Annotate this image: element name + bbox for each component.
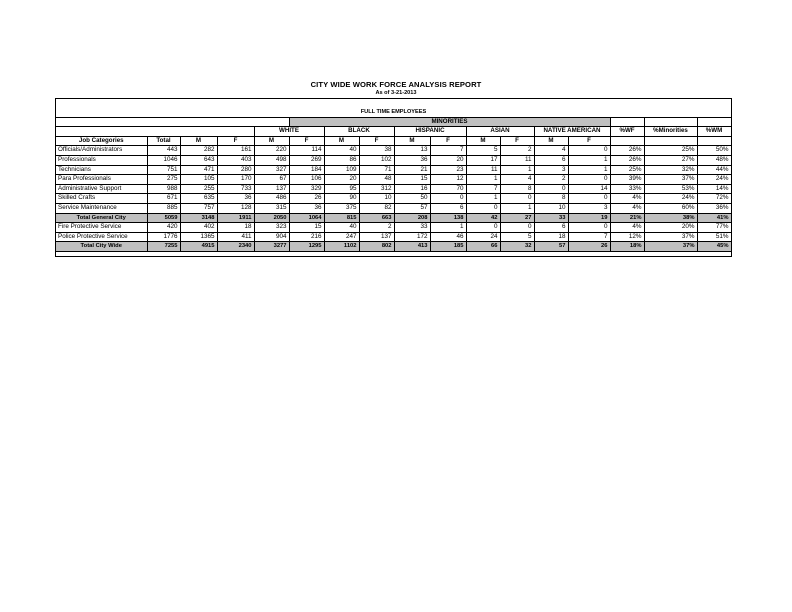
job-category: Fire Protective Service <box>56 223 147 233</box>
black-female-value: 10 <box>359 194 394 204</box>
pct-wf-value: 18% <box>610 242 644 252</box>
white-female-value: 26 <box>289 194 324 204</box>
white-female-value: 15 <box>289 223 324 233</box>
hispanic-female-value: 46 <box>430 232 466 242</box>
asian-male-value: 11 <box>466 165 500 175</box>
pct-minorities-value: 37% <box>644 242 697 252</box>
native-american-male-value: 8 <box>534 194 568 204</box>
pct-minorities-value: 25% <box>644 146 697 156</box>
native-american-female-value: 14 <box>568 184 610 194</box>
black-male-value: 109 <box>324 165 359 175</box>
asian-male-value: 1 <box>466 194 500 204</box>
female-value: 36 <box>217 194 254 204</box>
native-american-male-value: 3 <box>534 165 568 175</box>
hispanic-male-value: 33 <box>394 223 430 233</box>
table-row <box>56 155 731 165</box>
native-american-male-value: 4 <box>534 146 568 156</box>
total-value: 443 <box>147 146 180 156</box>
hispanic-female-value: 185 <box>430 242 466 252</box>
black-male-value: 375 <box>324 203 359 213</box>
black-male-value: 40 <box>324 223 359 233</box>
total-value: 885 <box>147 203 180 213</box>
white-male-value: 137 <box>254 184 289 194</box>
black-male-value: 95 <box>324 184 359 194</box>
male-value: 402 <box>180 223 217 233</box>
pct-wm-value: 77% <box>697 223 731 233</box>
blank-header <box>610 117 644 127</box>
hispanic-female-value: 6 <box>430 203 466 213</box>
hispanic-male-value: 172 <box>394 232 430 242</box>
m-header: M <box>324 136 359 146</box>
pct-wm-value: 72% <box>697 194 731 204</box>
asian-female-value: 1 <box>500 165 534 175</box>
pct-wf-value: 39% <box>610 175 644 185</box>
white-male-value: 486 <box>254 194 289 204</box>
white-female-value: 36 <box>289 203 324 213</box>
asian-male-value: 7 <box>466 184 500 194</box>
black-female-value: 48 <box>359 175 394 185</box>
male-value: 3148 <box>180 213 217 223</box>
f-header: F <box>289 136 324 146</box>
pct-wf-value: 21% <box>610 213 644 223</box>
asian-female-value: 0 <box>500 223 534 233</box>
pct-minorities-value: 32% <box>644 165 697 175</box>
female-value: 411 <box>217 232 254 242</box>
black-female-value: 102 <box>359 155 394 165</box>
job-category: Total City Wide <box>56 242 147 252</box>
pct-minorities-value: 37% <box>644 232 697 242</box>
native-american-female-value: 0 <box>568 146 610 156</box>
total-value: 275 <box>147 175 180 185</box>
asian-female-value: 27 <box>500 213 534 223</box>
male-value: 471 <box>180 165 217 175</box>
total-value: 671 <box>147 194 180 204</box>
white-male-value: 67 <box>254 175 289 185</box>
hispanic-female-value: 23 <box>430 165 466 175</box>
hispanic-header: HISPANIC <box>394 127 466 137</box>
white-female-value: 184 <box>289 165 324 175</box>
pct-wf-value: 25% <box>610 165 644 175</box>
table-row <box>56 242 731 252</box>
asian-header: ASIAN <box>466 127 534 137</box>
pct-wm-value: 51% <box>697 232 731 242</box>
total-header: Total <box>147 136 180 146</box>
hispanic-male-value: 36 <box>394 155 430 165</box>
pct-wm-value: 36% <box>697 203 731 213</box>
black-male-value: 20 <box>324 175 359 185</box>
pct-minorities-value: 53% <box>644 184 697 194</box>
female-value: 280 <box>217 165 254 175</box>
pct-wf-value: 26% <box>610 155 644 165</box>
pct-minorities-value: 60% <box>644 203 697 213</box>
pct-minorities-value: 27% <box>644 155 697 165</box>
asian-male-value: 1 <box>466 175 500 185</box>
blank-header <box>610 136 644 146</box>
white-female-value: 269 <box>289 155 324 165</box>
female-value: 403 <box>217 155 254 165</box>
hispanic-female-value: 7 <box>430 146 466 156</box>
asian-female-value: 8 <box>500 184 534 194</box>
white-female-value: 114 <box>289 146 324 156</box>
total-value: 1776 <box>147 232 180 242</box>
black-male-value: 1102 <box>324 242 359 252</box>
white-male-value: 3277 <box>254 242 289 252</box>
blank-header <box>56 117 289 127</box>
native-american-male-value: 6 <box>534 223 568 233</box>
asian-female-value: 4 <box>500 175 534 185</box>
white-male-value: 315 <box>254 203 289 213</box>
table-row <box>56 184 731 194</box>
pct-wf-value: 4% <box>610 223 644 233</box>
pct-wm-value: 24% <box>697 175 731 185</box>
native-american-male-value: 10 <box>534 203 568 213</box>
hispanic-female-value: 12 <box>430 175 466 185</box>
hispanic-male-value: 57 <box>394 203 430 213</box>
asian-male-value: 42 <box>466 213 500 223</box>
female-value: 733 <box>217 184 254 194</box>
f-header: F <box>359 136 394 146</box>
native-american-female-value: 0 <box>568 175 610 185</box>
total-value: 988 <box>147 184 180 194</box>
f-header: F <box>568 136 610 146</box>
black-male-value: 86 <box>324 155 359 165</box>
pct-wf-header: %WF <box>610 127 644 137</box>
black-female-value: 71 <box>359 165 394 175</box>
table-row <box>56 203 731 213</box>
job-category: Technicians <box>56 165 147 175</box>
blank-header <box>697 136 731 146</box>
male-value: 105 <box>180 175 217 185</box>
table-row <box>56 232 731 242</box>
blank-header <box>644 117 697 127</box>
m-header: M <box>394 136 430 146</box>
white-male-value: 327 <box>254 165 289 175</box>
hispanic-male-value: 21 <box>394 165 430 175</box>
native-american-female-value: 19 <box>568 213 610 223</box>
white-male-value: 220 <box>254 146 289 156</box>
native-american-female-value: 1 <box>568 155 610 165</box>
hispanic-male-value: 50 <box>394 194 430 204</box>
native-american-female-value: 0 <box>568 194 610 204</box>
pct-minorities-value: 38% <box>644 213 697 223</box>
black-male-value: 247 <box>324 232 359 242</box>
f-header: F <box>500 136 534 146</box>
minorities-header: MINORITIES <box>289 117 610 127</box>
table-row <box>56 194 731 204</box>
table-row <box>56 175 731 185</box>
pct-wf-value: 33% <box>610 184 644 194</box>
native-american-female-value: 7 <box>568 232 610 242</box>
black-header: BLACK <box>324 127 394 137</box>
table-row <box>56 223 731 233</box>
asian-male-value: 0 <box>466 223 500 233</box>
asian-male-value: 5 <box>466 146 500 156</box>
female-value: 18 <box>217 223 254 233</box>
workforce-table <box>56 108 732 252</box>
black-female-value: 802 <box>359 242 394 252</box>
native-american-female-value: 1 <box>568 165 610 175</box>
black-female-value: 663 <box>359 213 394 223</box>
hispanic-male-value: 413 <box>394 242 430 252</box>
job-category: Total General City <box>56 213 147 223</box>
male-value: 282 <box>180 146 217 156</box>
asian-female-value: 11 <box>500 155 534 165</box>
pct-minorities-header: %Minorities <box>644 127 697 137</box>
pct-wm-header: %WM <box>697 127 731 137</box>
pct-wf-value: 26% <box>610 146 644 156</box>
female-value: 128 <box>217 203 254 213</box>
job-category: Police Protective Service <box>56 232 147 242</box>
m-header: M <box>466 136 500 146</box>
total-value: 420 <box>147 223 180 233</box>
native-american-female-value: 26 <box>568 242 610 252</box>
white-female-value: 329 <box>289 184 324 194</box>
hispanic-female-value: 1 <box>430 223 466 233</box>
asian-male-value: 66 <box>466 242 500 252</box>
f-header: F <box>430 136 466 146</box>
native-american-male-value: 0 <box>534 184 568 194</box>
section-label <box>56 108 731 117</box>
pct-minorities-value: 20% <box>644 223 697 233</box>
total-value: 7255 <box>147 242 180 252</box>
native-american-male-value: 6 <box>534 155 568 165</box>
total-value: 751 <box>147 165 180 175</box>
white-male-value: 904 <box>254 232 289 242</box>
native-american-header: NATIVE AMERICAN <box>534 127 610 137</box>
job-category: Para Professionals <box>56 175 147 185</box>
pct-wm-value: 50% <box>697 146 731 156</box>
black-female-value: 137 <box>359 232 394 242</box>
hispanic-male-value: 13 <box>394 146 430 156</box>
section-label-text: FULL TIME EMPLOYEES <box>360 109 427 115</box>
white-female-value: 216 <box>289 232 324 242</box>
white-male-value: 2050 <box>254 213 289 223</box>
blank-header <box>697 117 731 127</box>
black-male-value: 90 <box>324 194 359 204</box>
pct-minorities-value: 24% <box>644 194 697 204</box>
job-category: Service Maintenance <box>56 203 147 213</box>
job-category: Administrative Support <box>56 184 147 194</box>
blank-header <box>644 136 697 146</box>
male-value: 635 <box>180 194 217 204</box>
white-female-value: 1064 <box>289 213 324 223</box>
black-male-value: 40 <box>324 146 359 156</box>
pct-wm-value: 48% <box>697 155 731 165</box>
total-value: 5059 <box>147 213 180 223</box>
asian-female-value: 5 <box>500 232 534 242</box>
asian-male-value: 0 <box>466 203 500 213</box>
table-row <box>56 146 731 156</box>
asian-male-value: 24 <box>466 232 500 242</box>
hispanic-male-value: 208 <box>394 213 430 223</box>
native-american-female-value: 3 <box>568 203 610 213</box>
hispanic-female-value: 20 <box>430 155 466 165</box>
black-female-value: 2 <box>359 223 394 233</box>
f-header: F <box>217 136 254 146</box>
male-value: 1365 <box>180 232 217 242</box>
job-category: Skilled Crafts <box>56 194 147 204</box>
white-male-value: 323 <box>254 223 289 233</box>
male-value: 757 <box>180 203 217 213</box>
native-american-male-value: 18 <box>534 232 568 242</box>
pct-wm-value: 14% <box>697 184 731 194</box>
pct-wf-value: 4% <box>610 194 644 204</box>
m-header: M <box>254 136 289 146</box>
white-header: WHITE <box>254 127 324 137</box>
asian-female-value: 0 <box>500 194 534 204</box>
hispanic-female-value: 138 <box>430 213 466 223</box>
native-american-female-value: 0 <box>568 223 610 233</box>
pct-wm-value: 44% <box>697 165 731 175</box>
hispanic-male-value: 15 <box>394 175 430 185</box>
m-header: M <box>534 136 568 146</box>
black-male-value: 815 <box>324 213 359 223</box>
asian-female-value: 32 <box>500 242 534 252</box>
white-female-value: 106 <box>289 175 324 185</box>
hispanic-female-value: 70 <box>430 184 466 194</box>
report-date: As of 3-21-2013 <box>375 90 417 96</box>
male-value: 4915 <box>180 242 217 252</box>
m-header: M <box>180 136 217 146</box>
white-female-value: 1295 <box>289 242 324 252</box>
pct-wm-value: 41% <box>697 213 731 223</box>
job-categories-header: Job Categories <box>56 136 147 146</box>
female-value: 2340 <box>217 242 254 252</box>
hispanic-male-value: 16 <box>394 184 430 194</box>
black-female-value: 312 <box>359 184 394 194</box>
female-value: 170 <box>217 175 254 185</box>
pct-wf-value: 4% <box>610 203 644 213</box>
native-american-male-value: 2 <box>534 175 568 185</box>
blank-header <box>56 127 254 137</box>
black-female-value: 38 <box>359 146 394 156</box>
job-category: Officials/Administrators <box>56 146 147 156</box>
female-value: 161 <box>217 146 254 156</box>
male-value: 255 <box>180 184 217 194</box>
black-female-value: 82 <box>359 203 394 213</box>
pct-wf-value: 12% <box>610 232 644 242</box>
hispanic-female-value: 0 <box>430 194 466 204</box>
female-value: 1911 <box>217 213 254 223</box>
asian-female-value: 2 <box>500 146 534 156</box>
pct-minorities-value: 37% <box>644 175 697 185</box>
table-row <box>56 213 731 223</box>
white-male-value: 498 <box>254 155 289 165</box>
total-value: 1046 <box>147 155 180 165</box>
native-american-male-value: 57 <box>534 242 568 252</box>
native-american-male-value: 33 <box>534 213 568 223</box>
asian-male-value: 17 <box>466 155 500 165</box>
male-value: 643 <box>180 155 217 165</box>
table-row <box>56 165 731 175</box>
pct-wm-value: 45% <box>697 242 731 252</box>
job-category: Professionals <box>56 155 147 165</box>
report-title: CITY WIDE WORK FORCE ANALYSIS REPORT <box>310 80 482 89</box>
asian-female-value: 1 <box>500 203 534 213</box>
